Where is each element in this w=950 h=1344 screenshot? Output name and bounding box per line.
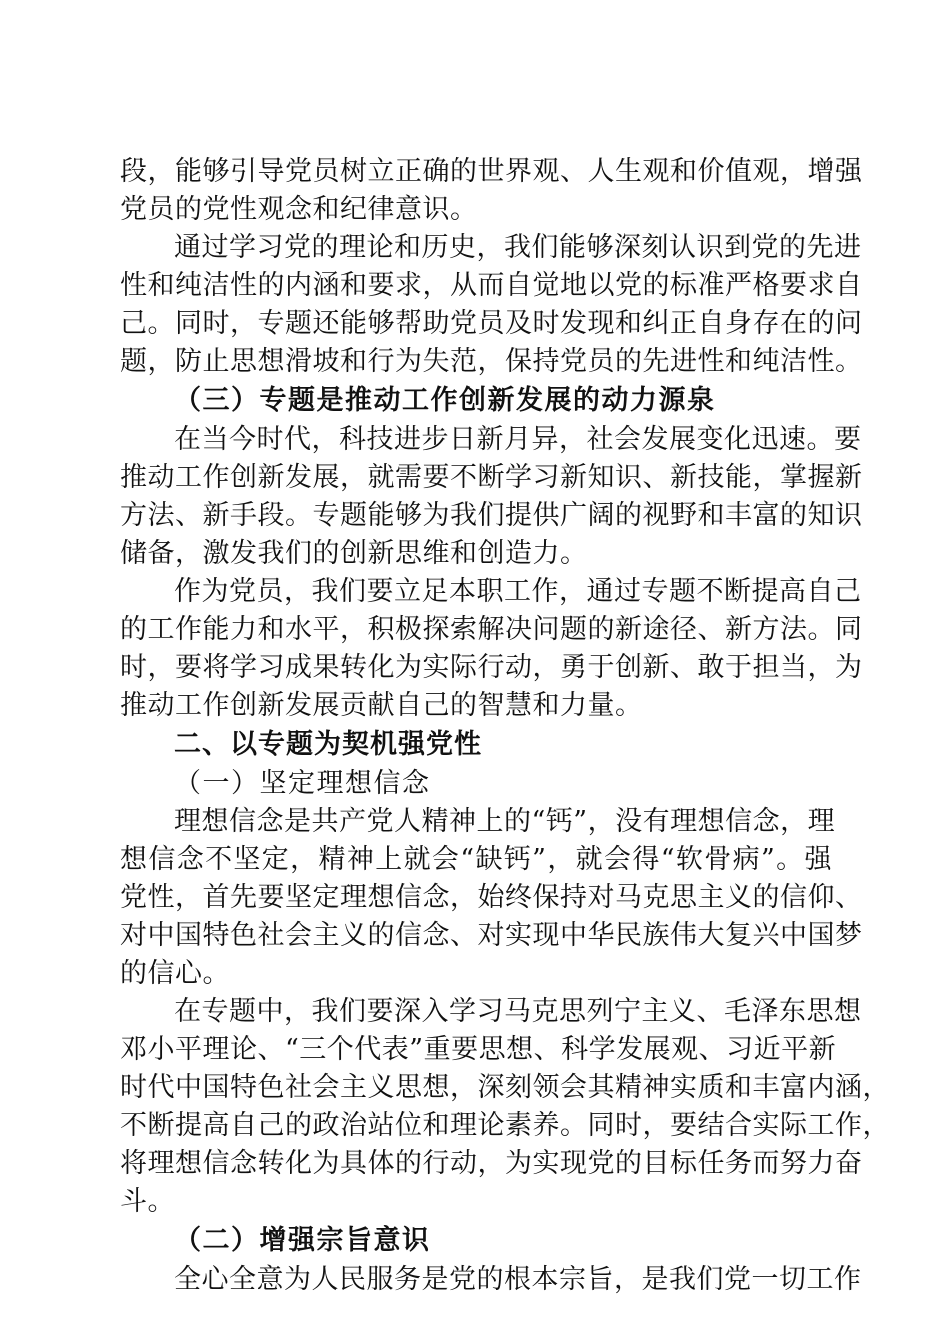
body-text-line: 斗。 <box>120 1186 175 1217</box>
body-text-line: 党员的党性观念和纪律意识。 <box>120 194 478 225</box>
body-text-line: 党性，首先要坚定理想信念，始终保持对马克思主义的信仰、 <box>120 882 863 913</box>
section-heading: 二、以专题为契机强党性 <box>174 729 482 760</box>
body-text-line: 全心全意为人民服务是党的根本宗旨，是我们党一切工作 <box>174 1264 862 1295</box>
body-text-line: 对中国特色社会主义的信念、对实现中华民族伟大复兴中国梦 <box>120 920 863 951</box>
body-text-line: 在当今时代，科技进步日新月异，社会发展变化迅速。要 <box>174 424 862 455</box>
body-text-line: 题，防止思想滑坡和行为失范，保持党员的先进性和纯洁性。 <box>120 346 863 377</box>
body-text-line: 在专题中，我们要深入学习马克思列宁主义、毛泽东思想 <box>174 996 862 1027</box>
body-text-line: 时代中国特色社会主义思想，深刻领会其精神实质和丰富内涵， <box>120 1072 890 1103</box>
body-text-line: 不断提高自己的政治站位和理论素养。同时，要结合实际工作， <box>120 1110 890 1141</box>
body-text-line: 通过学习党的理论和历史，我们能够深刻认识到党的先进 <box>174 232 862 263</box>
body-text-line: 作为党员，我们要立足本职工作，通过专题不断提高自己 <box>174 576 862 607</box>
body-text-line: 理想信念是共产党人精神上的“钙”，没有理想信念，理 <box>174 806 836 837</box>
body-text-line: 时，要将学习成果转化为实际行动，勇于创新、敢于担当，为 <box>120 652 863 683</box>
subsection-heading: （二）增强宗旨意识 <box>174 1225 431 1256</box>
body-text-line: 段，能够引导党员树立正确的世界观、人生观和价值观，增强 <box>120 156 863 187</box>
body-text-line: 性和纯洁性的内涵和要求，从而自觉地以党的标准严格要求自 <box>120 270 863 301</box>
body-text-line: 储备，激发我们的创新思维和创造力。 <box>120 538 588 569</box>
body-text-line: 想信念不坚定，精神上就会“缺钙”，就会得“软骨病”。强 <box>120 844 832 875</box>
body-text-line: 的信心。 <box>120 958 230 989</box>
body-text-line: 的工作能力和水平，积极探索解决问题的新途径、新方法。同 <box>120 614 863 645</box>
body-text-line: 己。同时，专题还能够帮助党员及时发现和纠正自身存在的问 <box>120 308 863 339</box>
subsection-heading: （一）坚定理想信念 <box>174 768 431 799</box>
body-text-line: 推动工作创新发展贡献自己的智慧和力量。 <box>120 690 643 721</box>
body-text-line: 邓小平理论、“三个代表”重要思想、科学发展观、习近平新 <box>120 1034 837 1065</box>
body-text-line: 推动工作创新发展，就需要不断学习新知识、新技能，掌握新 <box>120 462 863 493</box>
body-text-line: 方法、新手段。专题能够为我们提供广阔的视野和丰富的知识 <box>120 500 863 531</box>
subsection-heading: （三）专题是推动工作创新发展的动力源泉 <box>174 385 716 416</box>
body-text-line: 将理想信念转化为具体的行动，为实现党的目标任务而努力奋 <box>120 1148 863 1179</box>
